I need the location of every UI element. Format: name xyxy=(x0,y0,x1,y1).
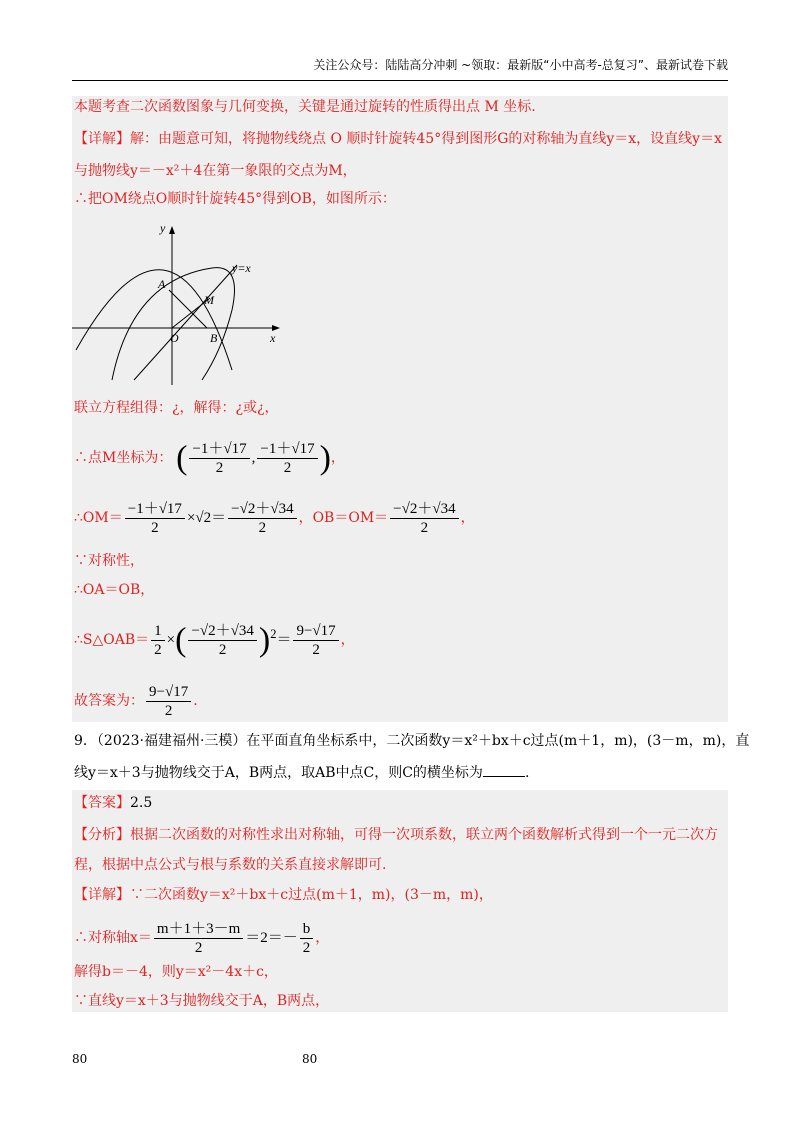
frac-area-result: $\frac{9-√17}{2}$ xyxy=(293,622,338,659)
header-rule xyxy=(72,80,728,81)
parabola-figure xyxy=(72,220,292,390)
step-answer: 故答案为： $\frac{9-√17}{2}$ . xyxy=(74,684,198,719)
detail-line-1 xyxy=(74,129,722,149)
detail2-line-4: ∵直线y＝x＋3与抛物线交于A，B两点， xyxy=(74,993,330,1009)
frac-answer: $\frac{9-√17}{2}$ xyxy=(146,683,191,720)
analysis-line-1 xyxy=(74,825,718,845)
step-point-m: ∴点M坐标为： ( $\frac{-1+√17}{2}$ , $\frac{-1+√17}{2}$ )， xyxy=(74,439,345,477)
fig-label-m: M xyxy=(204,293,214,307)
step-om-prefix: ∴OM＝ xyxy=(74,509,123,526)
detail-line-2: 与抛物线y＝－x²＋4在第一象限的交点为M， xyxy=(74,163,357,179)
fig-label-line: y=x xyxy=(232,261,251,275)
step-area: ∴S△OAB＝ $\frac{1}{2}$ ×( $\frac{-√2+√34}{2}$ )$^2$＝ $\frac{9-√17}{2}$ ， xyxy=(74,621,355,659)
detail2-tag: 【详解】 xyxy=(74,887,130,903)
analysis-tag: 【分析】 xyxy=(74,827,130,843)
detail2-axis: ∴对称轴x＝ $\frac{m+1+3-m}{2}$ ＝2＝－ $\frac{b}{2}$ ， xyxy=(74,921,330,956)
step-symmetry: ∵对称性， xyxy=(74,553,144,569)
answer-blank xyxy=(483,762,525,777)
detail-tag: 【详解】 xyxy=(74,131,130,147)
frac-a-2: $\frac{-1+√17}{2}$ xyxy=(257,440,317,477)
frac-b: $\frac{b}{2}$ xyxy=(300,920,314,957)
step-point-m-prefix: ∴点M坐标为： xyxy=(74,449,173,466)
frac-ob: $\frac{-√2+√34}{2}$ xyxy=(390,500,458,537)
answer-tag: 【答案】 xyxy=(74,795,130,811)
detail2-text-1: ∵二次函数y＝x²＋bx＋c过点(m＋1，m)，(3－m，m)， xyxy=(130,887,493,903)
step-oa-ob: ∴OA＝OB， xyxy=(74,582,155,598)
paren-open: ( xyxy=(176,439,188,477)
answer-line xyxy=(74,793,152,813)
frac-om-result: $\frac{-√2+√34}{2}$ xyxy=(228,500,296,537)
frac-area: $\frac{-√2+√34}{2}$ xyxy=(188,622,256,659)
fig-label-o: O xyxy=(170,331,179,345)
frac-half: $\frac{1}{2}$ xyxy=(151,622,165,659)
footer-page-right: 80 xyxy=(302,1052,318,1066)
detail-line-3: ∴把OM绕点O顺时针旋转45°得到OB，如图所示： xyxy=(74,191,396,207)
step-om: ∴OM＝ $\frac{-1+√17}{2}$ ×√2＝ $\frac{-√2+√34}{2}$ ，OB＝OM＝ $\frac{-√2+√34}{2}$ ， xyxy=(74,501,475,536)
step-system: 联立方程组得：¿，解得：¿或¿， xyxy=(74,400,279,416)
detail2-line-1 xyxy=(74,885,493,905)
question-9-line-2: 线y＝x＋3与抛物线交于A，B两点，取AB中点C，则C的横坐标为 . xyxy=(74,762,529,783)
detail-text-1: 解：由题意可知，将抛物线绕点 O 顺时针旋转45°得到图形G的对称轴为直线y＝x，设直线y＝x xyxy=(130,131,722,147)
detail2-line-3: 解得b＝－4，则y＝x²－4x＋c， xyxy=(74,964,278,980)
step-area-prefix: ∴S△OAB＝ xyxy=(74,631,150,648)
fig-label-x: x xyxy=(270,331,276,345)
axis-prefix: ∴对称轴x＝ xyxy=(74,929,152,946)
footer-page-left: 80 xyxy=(72,1052,88,1066)
step-ob: ，OB＝OM＝ xyxy=(298,509,389,526)
answer-value: 2.5 xyxy=(130,795,153,811)
fig-label-b: B xyxy=(210,331,218,345)
question-9-text: 线y＝x＋3与抛物线交于A，B两点，取AB中点C，则C的横坐标为 xyxy=(74,765,483,781)
question-9-line-1: 9．（2023·福建福州·三模）在平面直角坐标系中，二次函数y＝x²＋bx＋c过点(m＋1，m)，(3－m，m)，直 xyxy=(74,733,750,749)
fig-label-a: A xyxy=(158,277,166,291)
frac-axis: $\frac{m+1+3-m}{2}$ xyxy=(154,920,243,957)
paren-close: ) xyxy=(319,439,331,477)
analysis-line-2: 程，根据中点公式与根与系数的关系直接求解即可. xyxy=(74,857,387,873)
frac-a-1: $\frac{-1+√17}{2}$ xyxy=(189,440,249,477)
page-header: 关注公众号：陆陆高分冲刺 ~领取：最新版“小中高考-总复习”、最新试卷下载 xyxy=(313,58,728,72)
analysis-tail: 本题考查二次函数图象与几何变换，关键是通过旋转的性质得出点 M 坐标. xyxy=(74,99,536,115)
answer-prefix: 故答案为： xyxy=(74,692,144,709)
frac-om: $\frac{-1+√17}{2}$ xyxy=(125,500,185,537)
analysis-text-1: 根据二次函数的对称性求出对称轴，可得一次项系数，联立两个函数解析式得到一个一元二次方 xyxy=(130,827,718,843)
fig-label-y: y xyxy=(160,221,166,235)
